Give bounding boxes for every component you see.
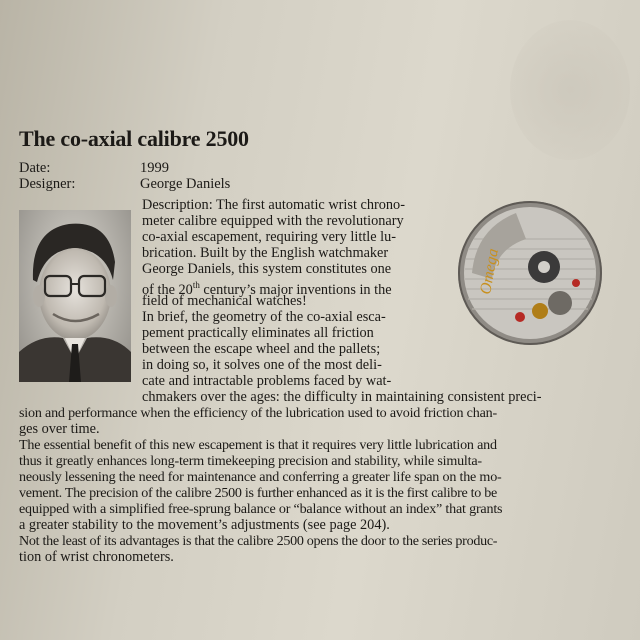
body-line: meter calibre equipped with the revolutionary [142, 213, 404, 229]
body-line: equipped with a simplified free-sprung balance or “balance without an index” that grants [19, 501, 503, 517]
body-line: sion and performance when the efficiency of the lubrication used to avoid friction chan- [19, 405, 497, 421]
body-line: The essential benefit of this new escapement is that it requires very little lubrication and [19, 437, 497, 453]
watch-movement-image [456, 199, 604, 347]
body-line: Not the least of its advantages is that the calibre 2500 opens the door to the series produc- [19, 533, 498, 549]
body-line: cate and intractable problems faced by wat- [142, 373, 392, 389]
body-line: George Daniels, this system constitutes one [142, 261, 392, 277]
body-line: brication. Built by the English watchmaker [142, 245, 389, 261]
body-line: co-axial escapement, requiring very little lu- [142, 229, 397, 245]
body-line: in doing so, it solves one of the most deli- [142, 357, 382, 373]
body-line: between the escape wheel and the pallets; [142, 341, 381, 357]
portrait-photo [19, 210, 131, 382]
designer-label: Designer: [19, 176, 76, 192]
designer-value: George Daniels [140, 176, 231, 192]
body-line: In brief, the geometry of the co-axial esca- [142, 309, 386, 325]
body-line: a greater stability to the movement’s adjustments (see page 204). [19, 517, 390, 533]
date-value: 1999 [140, 160, 169, 176]
body-line: field of mechanical watches! [142, 293, 307, 309]
body-line: neously lessening the need for maintenance and conferring a greater life span on the mo- [19, 469, 502, 485]
date-label: Date: [19, 160, 51, 176]
body-line: chmakers over the ages: the difficulty in maintaining consistent preci- [142, 389, 542, 405]
body-line: ges over time. [19, 421, 100, 437]
body-line: vement. The precision of the calibre 2500 is further enhanced as it is the first calibre to be [19, 485, 497, 501]
body-line: tion of wrist chronometers. [19, 549, 174, 565]
body-line: Description: The first automatic wrist chrono- [142, 197, 405, 213]
body-line: thus it greatly enhances long-term timekeeping precision and stability, while simulta- [19, 453, 482, 469]
svg-text:Omega: Omega [477, 247, 502, 296]
bleed-through-shape [510, 20, 630, 160]
page-title: The co-axial calibre 2500 [19, 126, 249, 151]
body-line: pement practically eliminates all friction [142, 325, 374, 341]
bleed-through-line [20, 572, 620, 588]
body-line-superscript: of the 20th century’s major inventions in the [142, 280, 392, 298]
